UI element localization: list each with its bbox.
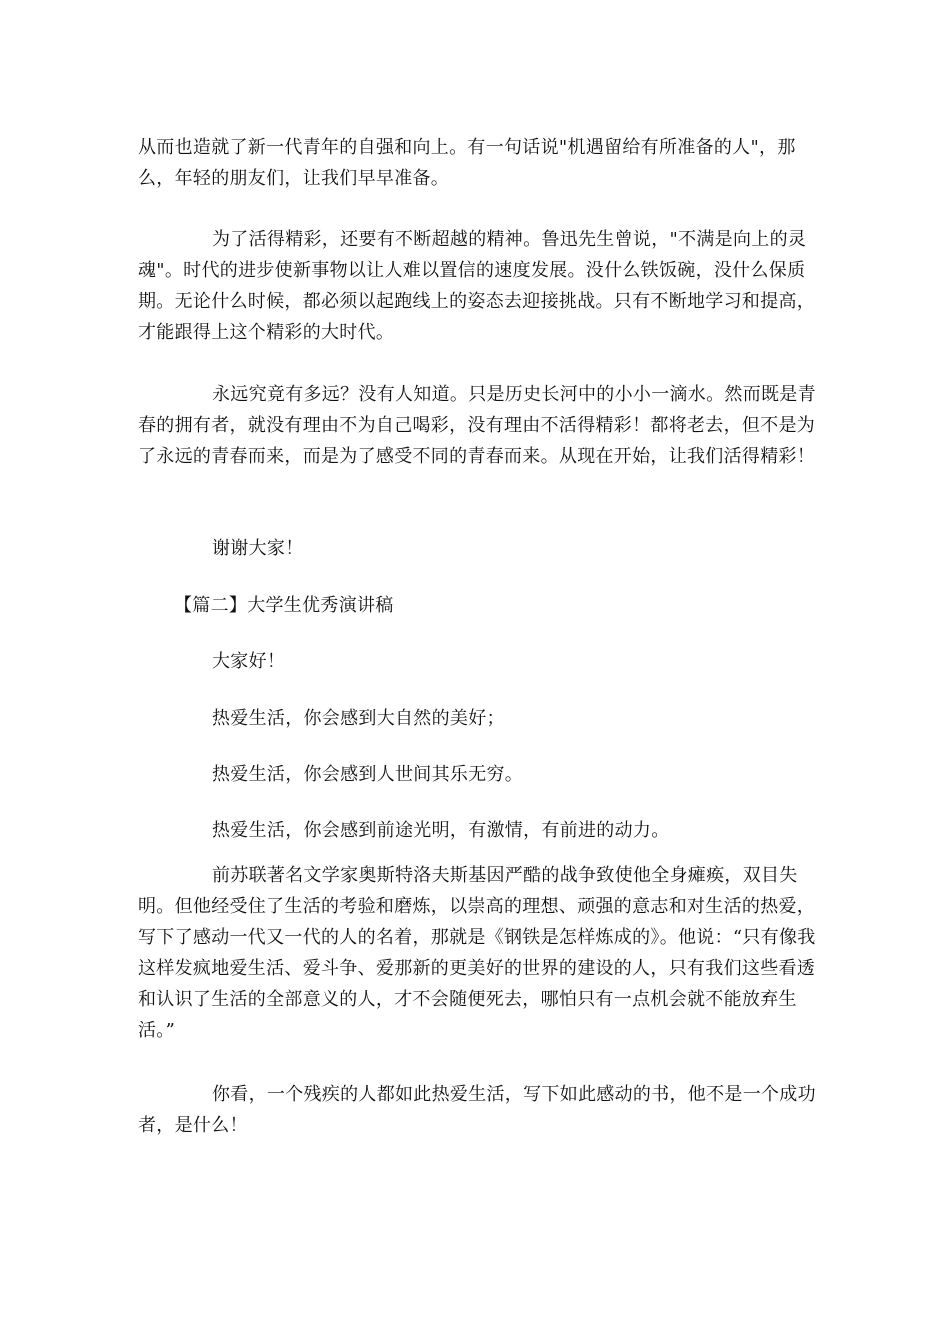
paragraph-preparation: 从而也造就了新一代青年的自强和向上。有一句话说"机遇留给有所准备的人"，那么，年轻的朋友们，让我们早早准备。	[138, 137, 796, 189]
paragraph-love-life-1: 热爱生活，你会感到大自然的美好；	[212, 708, 505, 729]
paragraph-thanks: 谢谢大家！	[212, 538, 304, 559]
section-heading: 【篇二】大学生优秀演讲稿	[174, 595, 394, 616]
paragraph-conclusion: 你看，一个残疾的人都如此热爱生活，写下如此感动的书，他不是一个成功者，是什么！	[138, 1084, 816, 1136]
paragraph-love-life-3: 热爱生活，你会感到前途光明，有激情，有前进的动力。	[212, 820, 670, 841]
paragraph-surpassing-spirit: 为了活得精彩，还要有不断超越的精神。鲁迅先生曾说，"不满是向上的灵魂"。时代的进步使新事物以让人难以置信的速度发展。没什么铁饭碗，没什么保质期。无论什么时候，都必须以起跑线上的姿态去迎接挑战。只有不断地学习和提高，才能跟得上这个精彩的大时代。	[138, 229, 816, 343]
paragraph-love-life-2: 热爱生活，你会感到人世间其乐无穷。	[212, 764, 524, 785]
paragraph-greeting: 大家好！	[212, 651, 286, 672]
paragraph-eternity: 永远究竟有多远？没有人知道。只是历史长河中的小小一滴水。然而既是青春的拥有者，就没有理由不为自己喝彩，没有理由不活得精彩！都将老去，但不是为了永远的青春而来，而是为了感受不同的青春而来。从现在开始，让我们活得精彩！	[138, 384, 816, 467]
paragraph-ostrovsky: 前苏联著名文学家奥斯特洛夫斯基因严酷的战争致使他全身瘫痪，双目失明。但他经受住了生活的考验和磨炼，以崇高的理想、顽强的意志和对生活的热爱，写下了感动一代又一代的人的名着，那就是《钢铁是怎样炼成的》。他说：“只有像我这样发疯地爱生活、爱斗争、爱那新的更美好的世界的建设的人，只有我们这些看透和认识了生活的全部意义的人，才不会随便死去，哪怕只有一点机会就不能放弃生活。”	[138, 865, 816, 1041]
